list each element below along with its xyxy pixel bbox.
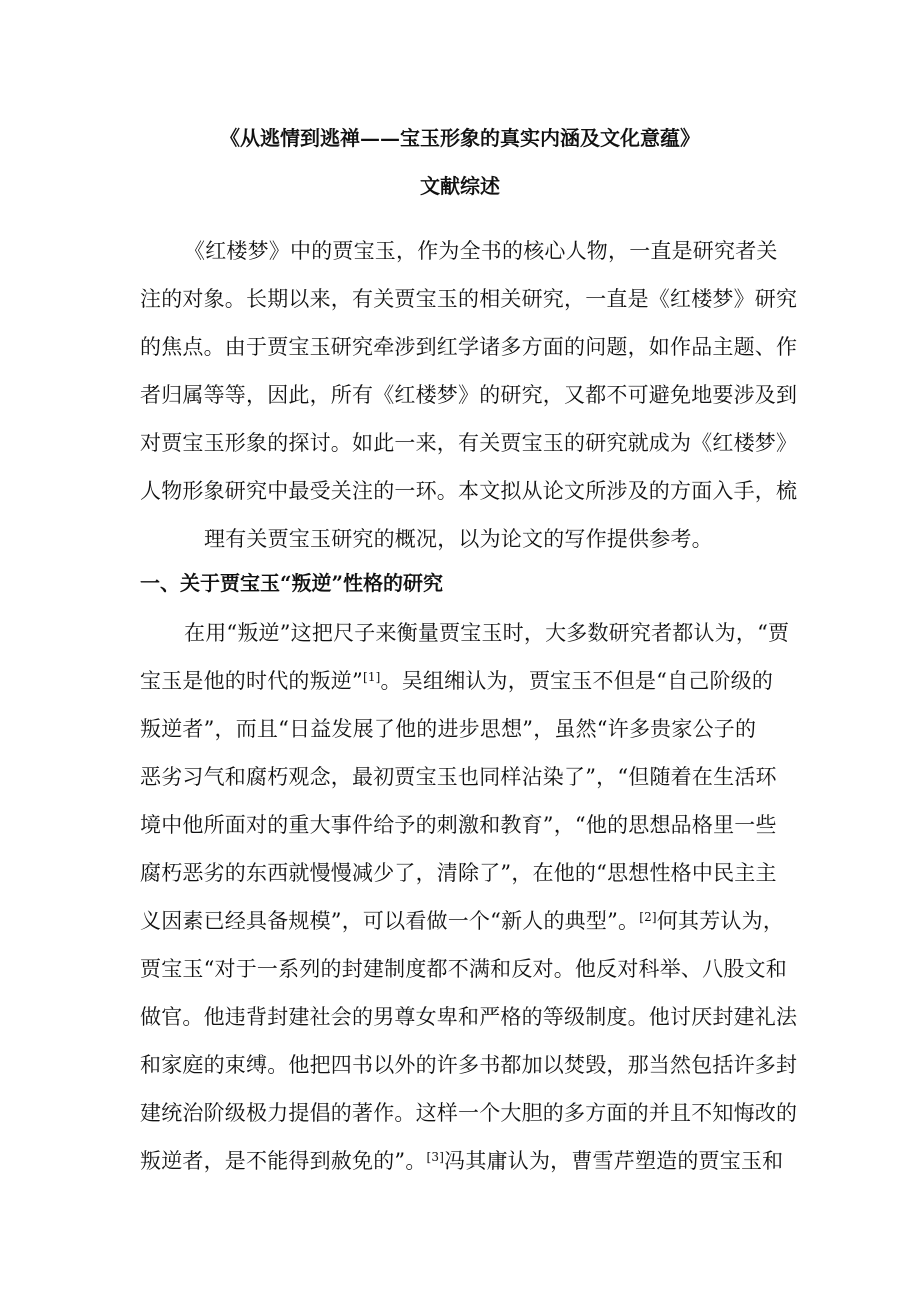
line-text: 义因素已经具备规模”，可以看做一个“新人的典型”。: [140, 909, 640, 933]
paragraph-line: 在用“叛逆”这把尺子来衡量贾宝玉时，大多数研究者都认为，“贾: [184, 621, 790, 645]
paragraph-line: 和家庭的束缚。他把四书以外的许多书都加以焚毁，那当然包括许多封: [140, 1053, 798, 1077]
paragraph-line: 建统治阶级极力提倡的著作。这样一个大胆的多方面的并且不知悔改的: [140, 1101, 798, 1125]
paragraph-line: 做官。他违背封建社会的男尊女卑和严格的等级制度。他讨厌封建礼法: [140, 1005, 798, 1029]
paragraph-line: 境中他所面对的重大事件给予的刺激和教育”，“他的思想品格里一些: [140, 813, 777, 837]
paragraph-line: [140, 906, 785, 936]
paragraph-line: 贾宝玉“对于一系列的封建制度都不满和反对。他反对科举、八股文和: [140, 957, 787, 981]
citation-marker: [3]: [426, 1150, 445, 1164]
paragraph-line: 《红楼梦》中的贾宝玉，作为全书的核心人物，一直是研究者关: [184, 239, 778, 263]
citation-marker: [1]: [362, 670, 381, 684]
section-heading: 一、关于贾宝玉“叛逆”性格的研究: [140, 571, 444, 595]
paragraph-line: 腐朽恶劣的东西就慢慢减少了，清除了”，在他的“思想性格中民主主: [140, 861, 777, 885]
line-text: 冯其庸认为，曹雪芹塑造的贾宝玉和: [444, 1149, 784, 1173]
paragraph-line: 对贾宝玉形象的探讨。如此一来，有关贾宝玉的研究就成为《红楼梦》: [140, 431, 798, 455]
line-text: 。吴组缃认为，贾宝玉不但是“自己阶级的: [380, 669, 774, 693]
paragraph-line: 注的对象。长期以来，有关贾宝玉的相关研究，一直是《红楼梦》研究: [140, 287, 798, 311]
paragraph-line: 理有关贾宝玉研究的概况，以为论文的写作提供参考。: [204, 527, 713, 551]
citation-marker: [2]: [639, 910, 657, 924]
line-text: 何其芳认为，: [656, 909, 785, 933]
paragraph-line: 恶劣习气和腐朽观念，最初贾宝玉也同样沾染了”，“但随着在生活环: [140, 765, 777, 789]
paragraph-line: 者归属等等，因此，所有《红楼梦》的研究，又都不可避免地要涉及到: [140, 383, 798, 407]
line-text: 宝玉是他的时代的叛逆”: [140, 669, 363, 693]
paragraph-line: [140, 666, 780, 696]
document-title: 《从逃情到逃禅——宝玉形象的真实内涵及文化意蕴》: [220, 126, 700, 150]
line-text: 叛逆者，是不能得到赦免的”。: [140, 1149, 427, 1173]
paragraph-line: [140, 1146, 784, 1176]
paragraph-line: 的焦点。由于贾宝玉研究牵涉到红学诸多方面的问题，如作品主题、作: [140, 335, 798, 359]
paragraph-line: 人物形象研究中最受关注的一环。本文拟从论文所涉及的方面入手，梳: [140, 479, 798, 503]
document-subtitle: 文献综述: [420, 174, 500, 198]
paragraph-line: 叛逆者”，而且“日益发展了他的进步思想”，虽然“许多贵家公子的: [140, 717, 757, 741]
